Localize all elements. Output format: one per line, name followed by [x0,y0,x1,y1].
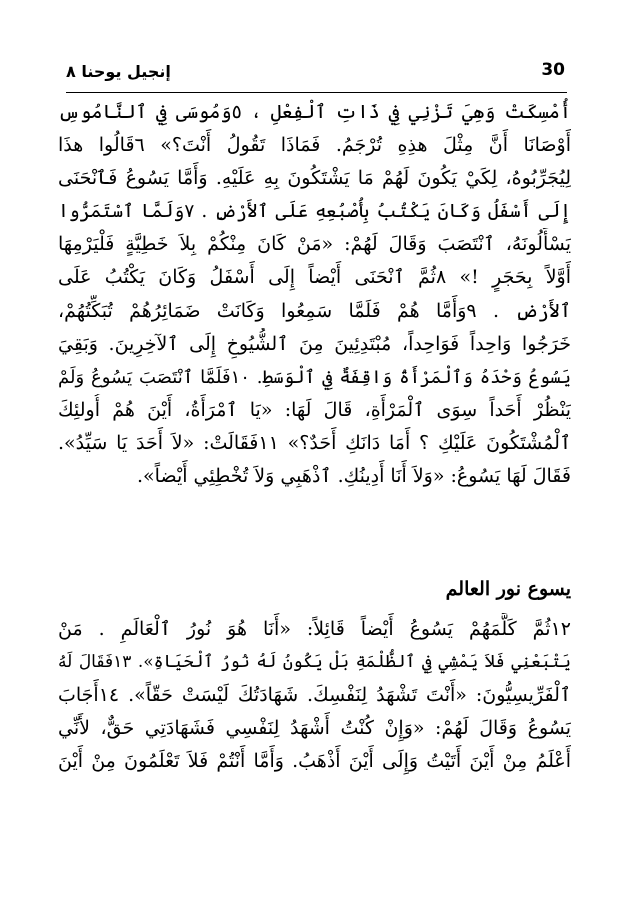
page-number: 30 [541,60,565,80]
text-line: خَرَجُوا وَاحِداً فَوَاحِداً، مُبْتَدِئِينَ مِنَ ٱلشُّيُوخِ إِلَى ٱلآخِرِينَ. وَبَقِيَ [58,332,571,355]
text-line: ١٢ثُمَّ كَلَّمَهُمْ يَسُوعُ أَيْضاً قَائِلاً: «أَنَا هُوَ نُورُ ٱلْعَالَمِ . مَنْ [58,618,571,640]
passage-bottom [58,613,571,778]
section-heading: يسوع نور العالم [445,578,571,600]
text-line: يَسُوعُ وَحْدَهُ وَٱلْمَرْأَةُ وَاقِفَةٌ فِي ٱلْوَسَطِ. ١٠فَلَمَّا ٱنْتَصَبَ يَسُوعُ وَلَمْ [58,366,571,388]
text-line: ٱلْمُشْتَكُونَ عَلَيْكِ ؟ أَمَا دَانَكِ أَحَدٌ؟» ١١فَقَالَتْ: «لاَ أَحَدَ يَا سَيِّدُ». [58,431,571,454]
text-line: يَسْأَلُونَهُ، ٱنْتَصَبَ وَقَالَ لَهُمْ: «مَنْ كَانَ مِنْكُمْ بِلاَ خَطِيَّةٍ فَلْيَرْمِهَا [58,233,571,256]
text-line: لِيُجَرِّبُوهُ، لِكَيْ يَكُونَ لَهُمْ مَا يَشْتَكُونَ بِهِ عَلَيْهِ. وَأَمَّا يَسُوعُ فَٱنْحَنَى [58,167,571,190]
page-header [66,58,567,93]
text-line: أَوْصَانَا أَنَّ مِثْلَ هذِهِ تُرْجَمُ. فَمَاذَا تَقُولُ أَنْتَ؟» ٦قَالُوا هذَا [58,134,571,157]
text-line: يَسُوعُ وَقَالَ لَهُمْ: «وَإِنْ كُنْتُ أَشْهَدُ لِنَفْسِي فَشَهَادَتِي حَقٌّ، لأَنِّي [58,717,571,740]
text-line: فَقَالَ لَهَا يَسُوعُ: «وَلاَ أَنَا أَدِينُكِ. ٱذْهَبِي وَلاَ تُخْطِئِي أَيْضاً». [137,465,571,488]
text-line: يَتْبَعْنِي فَلاَ يَمْشِي فِي ٱلظُّلْمَةِ بَلْ يَكُونُ لَهُ نُورُ ٱلْحَيَاةِ». ١٣فَقَالَ لَهُ [58,652,571,673]
text-line: أَوَّلاً بِحَجَرٍ !» ٨ثُمَّ ٱنْحَنَى أَيْضاً إِلَى أَسْفَلُ وَكَانَ يَكْتُبُ عَلَى [58,266,571,289]
text-line: ٱلأَرْضِ . ٩وَأَمَّا هُمْ فَلَمَّا سَمِعُوا وَكَانَتْ ضَمَائِرُهُمْ تُبَكِّتُهُمْ، [58,299,571,322]
text-line: أَعْلَمُ مِنْ أَيْنَ أَتَيْتُ وَإِلَى أَيْنَ أَذْهَبُ. وَأَمَّا أَنْتُمْ فَلاَ تَعْلَمُونَ مِنْ أَيْنَ [58,750,571,773]
passage-top [58,96,571,493]
text-line: ٱلْفَرِّيسِيُّونَ: «أَنْتَ تَشْهَدُ لِنَفْسِكَ. شَهَادَتُكَ لَيْسَتْ حَقّاً». ١٤أَجَابَ [58,684,571,707]
text-line: أُمْسِكَتْ وَهِيَ تَزْنِي فِي ذَاتِ ٱلْفِعْلِ ، ٥وَمُوسَى فِي ٱلنَّامُوسِ [58,101,571,123]
book-title: إنجيل يوحنا ٨ [66,62,171,81]
text-line: إِلَى أَسْفَلُ وَكَانَ يَكْتُبُ بِأُصْبُعِهِ عَلَى ٱلأَرْضِ . ٧وَلَمَّا ٱسْتَمَرُّوا [58,201,571,223]
text-line: يَنْظُرْ أَحَداً سِوَى ٱلْمَرْأَةِ، قَالَ لَهَا: «يَا ٱمْرَأَةُ، أَيْنَ هُمْ أُولئِكَ [58,398,571,421]
